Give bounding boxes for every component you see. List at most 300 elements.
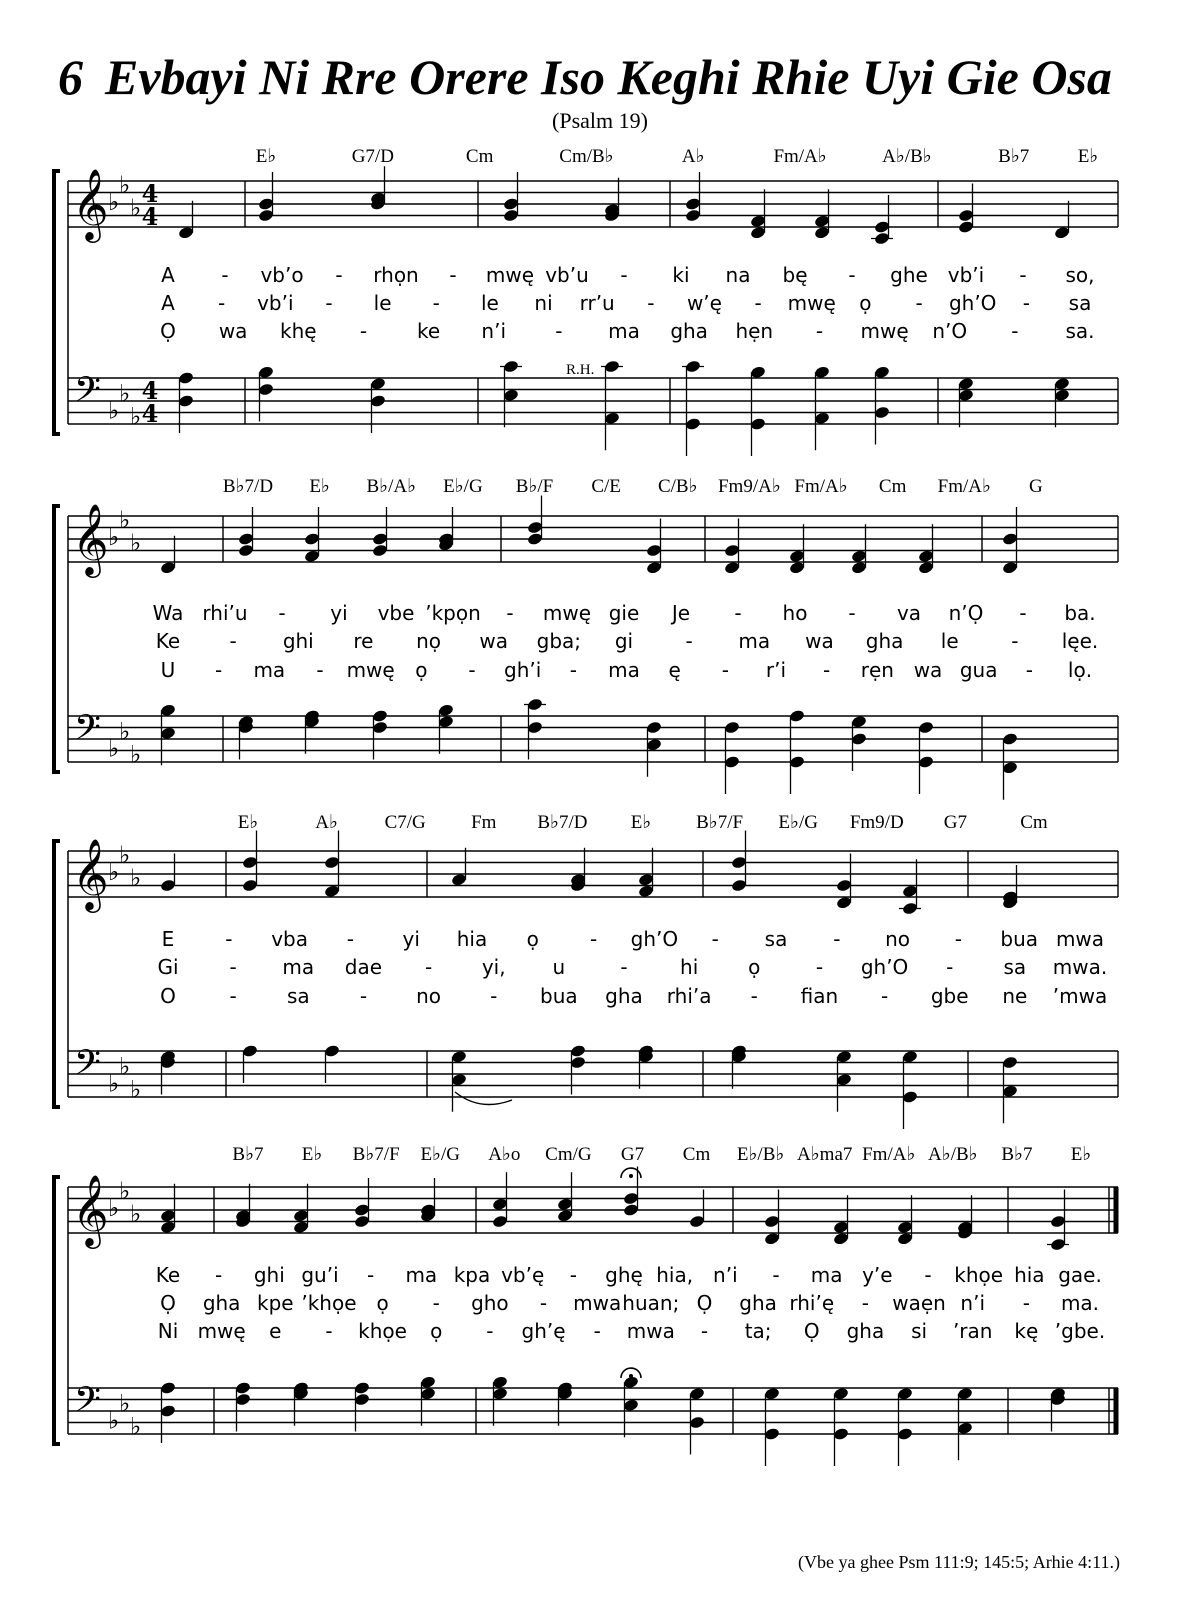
lyric-hyphen: -	[215, 1263, 223, 1287]
treble-note-notehead	[492, 1197, 509, 1211]
chord-symbol: Fm9/D	[849, 812, 904, 833]
lyric-syllable: gh’i	[504, 658, 542, 682]
lyric-syllable: mwę	[485, 263, 535, 287]
lyric-syllable: Gi	[157, 955, 179, 979]
lyric-syllable: gu’i	[301, 1263, 339, 1287]
chord-symbol: C/B♭	[657, 476, 698, 497]
lyric-syllable: mwę	[787, 291, 836, 315]
bass-note-notehead	[604, 411, 621, 425]
fermata-dot	[629, 1374, 633, 1378]
lyric-syllable: ’khọe	[301, 1291, 357, 1315]
lyric-syllable: ma	[608, 319, 640, 343]
treble-note-notehead	[646, 561, 663, 575]
treble-note-notehead	[1002, 561, 1019, 575]
lyric-syllable: bę	[782, 263, 808, 287]
treble-note-notehead	[902, 884, 919, 898]
treble-note-notehead	[492, 1214, 509, 1228]
bass-note-notehead	[646, 720, 663, 734]
lyric-syllable: bua	[1000, 927, 1039, 951]
lyric-hyphen: -	[490, 984, 498, 1008]
hymn-title-text: Evbayi Ni Rre Orere Iso Keghi Rhie Uyi Gie Osa	[105, 49, 1112, 105]
lyric-hyphen: -	[620, 955, 628, 979]
lyric-hyphen: -	[620, 263, 628, 287]
time-signature-bottom: 4	[141, 202, 159, 231]
lyric-syllable: gh’O	[860, 955, 909, 979]
lyric-syllable: Je	[671, 601, 691, 625]
lyric-hyphen: -	[754, 291, 762, 315]
lyric-syllable: kpe	[256, 1291, 294, 1315]
bass-note-notehead	[918, 755, 935, 769]
slur	[455, 1092, 512, 1105]
lyric-syllable: e	[269, 1319, 282, 1343]
treble-note-notehead	[293, 1209, 310, 1223]
lyric-syllable: no	[416, 984, 442, 1008]
lyric-syllable: ghi	[253, 1263, 285, 1287]
chord-symbol: A♭/B♭	[928, 1144, 978, 1165]
lyric-syllable: gha	[670, 319, 708, 343]
lyric-hyphen: -	[1011, 319, 1019, 343]
chord-symbol: A♭o	[488, 1144, 521, 1165]
bass-note-notehead	[178, 371, 195, 385]
lyric-syllable: A	[161, 291, 175, 315]
lyric-syllable: rẹn	[860, 658, 894, 682]
lyric-syllable: gh’O	[948, 291, 997, 315]
treble-note-notehead	[238, 532, 255, 546]
lyric-syllable: sa	[1003, 955, 1027, 979]
chord-symbol: E♭	[255, 146, 277, 167]
lyric-syllable: r’i	[765, 658, 787, 682]
lyric-syllable: ghę	[605, 1263, 643, 1287]
bass-note-notehead	[370, 394, 387, 408]
lyric-hyphen: -	[833, 927, 841, 951]
lyric-syllable: ọ	[430, 1319, 443, 1343]
lyric-hyphen: -	[539, 1291, 548, 1315]
lyric-syllable: ’mwa	[1052, 984, 1108, 1008]
chord-symbol: C/E	[591, 476, 621, 497]
chord-symbol: B♭7/D	[537, 812, 588, 833]
lyric-syllable: ma	[405, 1263, 438, 1287]
bass-note-notehead	[160, 703, 177, 717]
chord-symbol: G7	[943, 812, 967, 833]
treble-note-notehead	[918, 561, 935, 575]
lyric-syllable: vb’i	[257, 291, 294, 315]
lyric-syllable: vba	[271, 927, 308, 951]
chord-symbol: Cm	[465, 146, 494, 167]
treble-note-notehead	[527, 520, 544, 534]
system-bracket	[54, 841, 60, 1107]
lyric-syllable: gha	[846, 1319, 885, 1343]
lyric-syllable: gha	[605, 984, 643, 1008]
bass-note-notehead	[958, 388, 975, 402]
bass-note-notehead	[503, 388, 520, 402]
lyric-syllable: huan;	[622, 1291, 680, 1315]
lyric-syllable: mwa.	[1052, 955, 1108, 979]
lyric-syllable: gie	[608, 601, 640, 625]
bass-note-notehead	[258, 382, 275, 396]
lyric-hyphen: -	[924, 1263, 932, 1287]
treble-note-notehead	[503, 208, 520, 222]
fermata-dot	[629, 1174, 633, 1178]
treble-note-notehead	[750, 214, 767, 228]
chord-symbol: Fm/A♭	[794, 476, 848, 497]
lyric-syllable: ma	[738, 629, 771, 653]
chord-symbol: Cm	[1020, 812, 1048, 833]
lyric-hyphen: -	[589, 927, 598, 951]
treble-note-notehead	[293, 1220, 310, 1234]
bass-note-notehead	[957, 1387, 974, 1401]
treble-note-notehead	[646, 543, 663, 557]
lyric-hyphen: -	[880, 984, 889, 1008]
lyric-hyphen: -	[278, 601, 286, 625]
bass-note-notehead	[789, 709, 806, 723]
lyric-hyphen: -	[915, 291, 923, 315]
lyric-hyphen: -	[954, 927, 963, 951]
treble-note-notehead	[833, 1232, 850, 1246]
bass-note-notehead	[1002, 761, 1019, 775]
flat-icon: ♭	[130, 1075, 142, 1104]
bass-note-notehead	[897, 1387, 914, 1401]
flat-icon: ♭	[130, 402, 142, 431]
bass-note-notehead	[235, 1381, 252, 1395]
lyric-syllable: lọ.	[1067, 658, 1093, 682]
bass-note-notehead	[324, 1044, 341, 1058]
lyric-hyphen: -	[449, 263, 457, 287]
lyric-syllable: ę	[668, 658, 681, 682]
lyric-syllable: le	[480, 291, 499, 315]
lyric-hyphen: -	[215, 658, 223, 682]
lyric-syllable: mwa	[1055, 927, 1105, 951]
lyric-syllable: gha	[865, 629, 904, 653]
bass-note-notehead	[902, 1090, 919, 1104]
lyric-hyphen: -	[1022, 1291, 1030, 1315]
treble-clef-icon: 𝄞	[72, 167, 109, 240]
treble-note-notehead	[918, 549, 935, 563]
treble-note-notehead	[160, 1209, 177, 1223]
chord-symbol: Fm9/A♭	[717, 476, 781, 497]
lyric-syllable: khọe	[954, 1263, 1004, 1287]
time-signature-bottom: 4	[141, 399, 159, 428]
lyric-syllable: ọ	[415, 658, 428, 682]
lyric-syllable: Ke	[155, 629, 181, 653]
lyric-syllable: waẹn	[892, 1291, 946, 1315]
bass-note-notehead	[789, 755, 806, 769]
lyric-syllable: dae	[344, 955, 383, 979]
bass-clef-icon: 𝄢	[74, 1379, 102, 1428]
lyric-syllable: ma	[810, 1263, 843, 1287]
treble-note-notehead	[372, 532, 389, 546]
lyric-syllable: ’kpọn	[425, 601, 481, 625]
lyric-syllable: na	[725, 263, 751, 287]
chord-symbol: B♭/F	[515, 476, 554, 497]
lyric-syllable: no	[885, 927, 911, 951]
chord-symbol: A♭	[681, 146, 705, 167]
system-bracket	[54, 1177, 60, 1444]
bass-note-notehead	[570, 1044, 587, 1058]
time-signature-top: 4	[141, 179, 159, 208]
flat-icon: ♭	[119, 170, 131, 199]
bass-note-notehead	[438, 715, 455, 729]
lyric-syllable: A	[161, 263, 175, 287]
treble-note-notehead	[958, 208, 975, 222]
lyric-hyphen: -	[432, 1291, 440, 1315]
treble-note-notehead	[372, 543, 389, 557]
treble-clef-icon: 𝄞	[72, 837, 109, 910]
bass-note-notehead	[750, 417, 767, 431]
bass-note-notehead	[724, 755, 741, 769]
bass-note-notehead	[420, 1387, 437, 1401]
lyric-syllable: gha	[739, 1291, 777, 1315]
lyric-syllable: sa.	[1065, 319, 1095, 343]
lyric-hyphen: -	[700, 1319, 709, 1343]
treble-note-notehead	[897, 1232, 914, 1246]
lyric-hyphen: -	[555, 319, 563, 343]
treble-note-notehead	[557, 1209, 574, 1223]
chord-symbol: B♭7/F	[696, 812, 744, 833]
lyric-syllable: O	[160, 984, 176, 1008]
treble-note-notehead	[851, 561, 868, 575]
treble-note-notehead	[557, 1197, 574, 1211]
lyric-syllable: fian	[800, 984, 839, 1008]
lyric-hyphen: -	[772, 1263, 780, 1287]
bass-note-notehead	[1054, 377, 1071, 391]
lyric-syllable: y’e	[862, 1263, 893, 1287]
chord-symbol: B♭7	[1001, 1144, 1033, 1165]
flat-icon: ♭	[108, 396, 120, 425]
bass-note-notehead	[874, 365, 891, 379]
lyric-hyphen: -	[569, 1263, 577, 1287]
treble-clef-icon: 𝄞	[72, 1173, 109, 1246]
treble-note-notehead	[724, 543, 741, 557]
lyric-syllable: hi	[680, 955, 699, 979]
bass-note-notehead	[836, 1073, 853, 1087]
flat-icon: ♭	[130, 193, 142, 222]
treble-note-notehead	[527, 532, 544, 546]
lyric-syllable: Ọ	[803, 1319, 820, 1343]
bass-note-notehead	[1002, 1055, 1019, 1069]
bass-note-notehead	[724, 720, 741, 734]
treble-note-notehead	[836, 878, 853, 892]
lyric-syllable: Ni	[157, 1319, 179, 1343]
treble-note-notehead	[304, 532, 321, 546]
bass-note-notehead	[833, 1427, 850, 1441]
flat-icon: ♭	[130, 740, 142, 769]
lyric-syllable: ọ	[748, 955, 761, 979]
treble-clef-icon: 𝄞	[72, 502, 109, 575]
lyric-syllable: yi,	[481, 955, 506, 979]
chord-symbol: E♭	[1077, 146, 1099, 167]
bass-note-notehead	[451, 1073, 468, 1087]
bass-note-notehead	[623, 1398, 640, 1412]
lyric-syllable: le	[373, 291, 392, 315]
lyric-syllable: rhi’ę	[789, 1291, 835, 1315]
lyric-syllable: gi	[614, 629, 634, 653]
treble-note-notehead	[324, 884, 341, 898]
bass-note-notehead	[764, 1387, 781, 1401]
treble-note-notehead	[958, 220, 975, 234]
flat-icon: ♭	[119, 717, 131, 746]
time-signature-top: 4	[141, 376, 159, 405]
chord-symbol: G	[1029, 476, 1043, 497]
lyric-hyphen: -	[685, 629, 693, 653]
lyric-syllable: ke	[416, 319, 441, 343]
flat-icon: ♭	[130, 1199, 142, 1228]
lyric-syllable: mwę	[542, 601, 592, 625]
lyric-syllable: Ọ	[160, 319, 176, 343]
treble-note-notehead	[242, 878, 259, 892]
lyric-syllable: gae.	[1058, 1263, 1102, 1287]
lyric-syllable: gua	[959, 658, 998, 682]
lyric-syllable: hẹn	[735, 319, 774, 343]
lyric-syllable: wa	[913, 658, 943, 682]
treble-note-notehead	[160, 561, 177, 575]
bass-note-notehead	[689, 1415, 706, 1429]
lyric-hyphen: -	[229, 984, 237, 1008]
treble-note-notehead	[304, 549, 321, 563]
lyric-syllable: wa	[218, 319, 248, 343]
treble-note-notehead	[685, 208, 702, 222]
bass-note-notehead	[958, 377, 975, 391]
treble-note-notehead	[750, 226, 767, 240]
system-bracket	[54, 506, 60, 772]
lyric-syllable: vb’o	[260, 263, 304, 287]
lyric-syllable: le	[940, 629, 959, 653]
lyric-syllable: n’i	[713, 1263, 738, 1287]
treble-note-notehead	[623, 1203, 640, 1217]
treble-note-notehead	[324, 855, 341, 869]
flat-icon: ♭	[108, 1069, 120, 1098]
treble-note-notehead	[897, 1220, 914, 1234]
bass-clef-icon: 𝄢	[74, 369, 102, 418]
bass-note-notehead	[354, 1392, 371, 1406]
lyric-hyphen: -	[711, 927, 719, 951]
flat-icon: ♭	[119, 840, 131, 869]
lyric-syllable: mwę	[346, 658, 395, 682]
lyric-syllable: khę	[280, 319, 317, 343]
flat-icon: ♭	[119, 1389, 131, 1418]
bass-note-notehead	[370, 377, 387, 391]
lyric-hyphen: -	[367, 1263, 375, 1287]
lyric-syllable: ’gbe.	[1054, 1319, 1106, 1343]
treble-note-notehead	[638, 884, 655, 898]
bass-note-notehead	[160, 1381, 177, 1395]
treble-note-notehead	[178, 226, 195, 240]
bass-note-notehead	[814, 365, 831, 379]
lyric-syllable: gbe	[930, 984, 969, 1008]
bass-note-notehead	[814, 411, 831, 425]
lyric-hyphen: -	[424, 955, 433, 979]
lyric-hyphen: -	[848, 601, 856, 625]
lyric-syllable: E	[161, 927, 175, 951]
chord-symbol: Fm/A♭	[862, 1144, 916, 1165]
lyric-hyphen: -	[221, 263, 229, 287]
scripture-reference: (Vbe ya ghee Psm 111:9; 145:5; Arhie 4:11.)	[798, 1552, 1120, 1572]
bass-note-notehead	[750, 365, 767, 379]
bass-clef-icon: 𝄢	[74, 1042, 102, 1091]
treble-note-notehead	[764, 1232, 781, 1246]
lyric-syllable: ọ	[859, 291, 872, 315]
lyric-syllable: u	[552, 955, 566, 979]
treble-note-notehead	[258, 208, 275, 222]
lyric-hyphen: -	[721, 658, 729, 682]
lyric-syllable: ma.	[1060, 1291, 1100, 1315]
lyric-syllable: va	[896, 601, 922, 625]
bass-note-notehead	[1002, 732, 1019, 746]
treble-note-notehead	[731, 855, 748, 869]
lyric-syllable: vbe	[377, 601, 415, 625]
lyric-syllable: vb’ę	[501, 1263, 545, 1287]
lyric-hyphen: -	[506, 601, 514, 625]
lyric-hyphen: -	[734, 601, 742, 625]
bass-note-notehead	[372, 720, 389, 734]
chord-symbol: A♭ma7	[796, 1144, 853, 1165]
flat-icon: ♭	[119, 379, 131, 408]
lyric-syllable: gho	[471, 1291, 509, 1315]
treble-note-notehead	[685, 197, 702, 211]
lyric-syllable: ta;	[744, 1319, 772, 1343]
hymn-number: 6	[58, 49, 83, 105]
lyric-hyphen: -	[325, 1319, 333, 1343]
treble-note-notehead	[238, 543, 255, 557]
lyric-hyphen: -	[229, 629, 237, 653]
flat-icon: ♭	[119, 1176, 131, 1205]
treble-note-notehead	[789, 549, 806, 563]
lyric-hyphen: -	[468, 658, 476, 682]
lyric-syllable: sa	[286, 984, 310, 1008]
lyric-syllable: ni	[534, 291, 553, 315]
bass-note-notehead	[420, 1375, 437, 1389]
lyric-hyphen: -	[1011, 629, 1019, 653]
lyric-hyphen: -	[325, 291, 333, 315]
flat-icon: ♭	[108, 734, 120, 763]
treble-note-notehead	[789, 561, 806, 575]
lyric-syllable: ba.	[1064, 601, 1096, 625]
lyric-syllable: khọe	[358, 1319, 407, 1343]
lyric-hyphen: -	[750, 984, 758, 1008]
chord-symbol: Cm/B♭	[559, 146, 614, 167]
lyric-syllable: vb’i	[947, 263, 985, 287]
system-bracket	[54, 171, 60, 434]
treble-note-notehead	[851, 549, 868, 563]
lyric-syllable: gha	[202, 1291, 241, 1315]
chord-symbol: B♭/A♭	[366, 476, 417, 497]
lyric-hyphen: -	[432, 291, 440, 315]
chord-symbol: Cm	[682, 1144, 711, 1165]
treble-note-notehead	[258, 197, 275, 211]
treble-note-notehead	[724, 561, 741, 575]
chord-symbol: Cm	[878, 476, 907, 497]
lyric-syllable: gba;	[536, 629, 582, 653]
bass-note-notehead	[570, 1055, 587, 1069]
lyric-syllable: gh’O	[630, 927, 679, 951]
lyric-syllable: si	[911, 1319, 928, 1343]
lyric-syllable: hia,	[656, 1263, 694, 1287]
lyric-hyphen: -	[335, 263, 343, 287]
lyric-syllable: w’ę	[686, 291, 722, 315]
bass-note-notehead	[242, 1044, 259, 1058]
flat-icon: ♭	[130, 863, 142, 892]
lyric-syllable: kę	[1014, 1319, 1039, 1343]
bass-note-notehead	[836, 1050, 853, 1064]
lyric-hyphen: -	[815, 319, 824, 343]
treble-note-notehead	[764, 1214, 781, 1228]
bass-note-notehead	[160, 726, 177, 740]
lyric-hyphen: -	[815, 955, 824, 979]
lyric-syllable: nọ	[416, 629, 442, 653]
lyric-syllable: ’ran	[952, 1319, 993, 1343]
lyric-syllable: mwę	[197, 1319, 246, 1343]
lyric-hyphen: -	[486, 1319, 494, 1343]
lyric-syllable: rhi’a	[666, 984, 712, 1008]
